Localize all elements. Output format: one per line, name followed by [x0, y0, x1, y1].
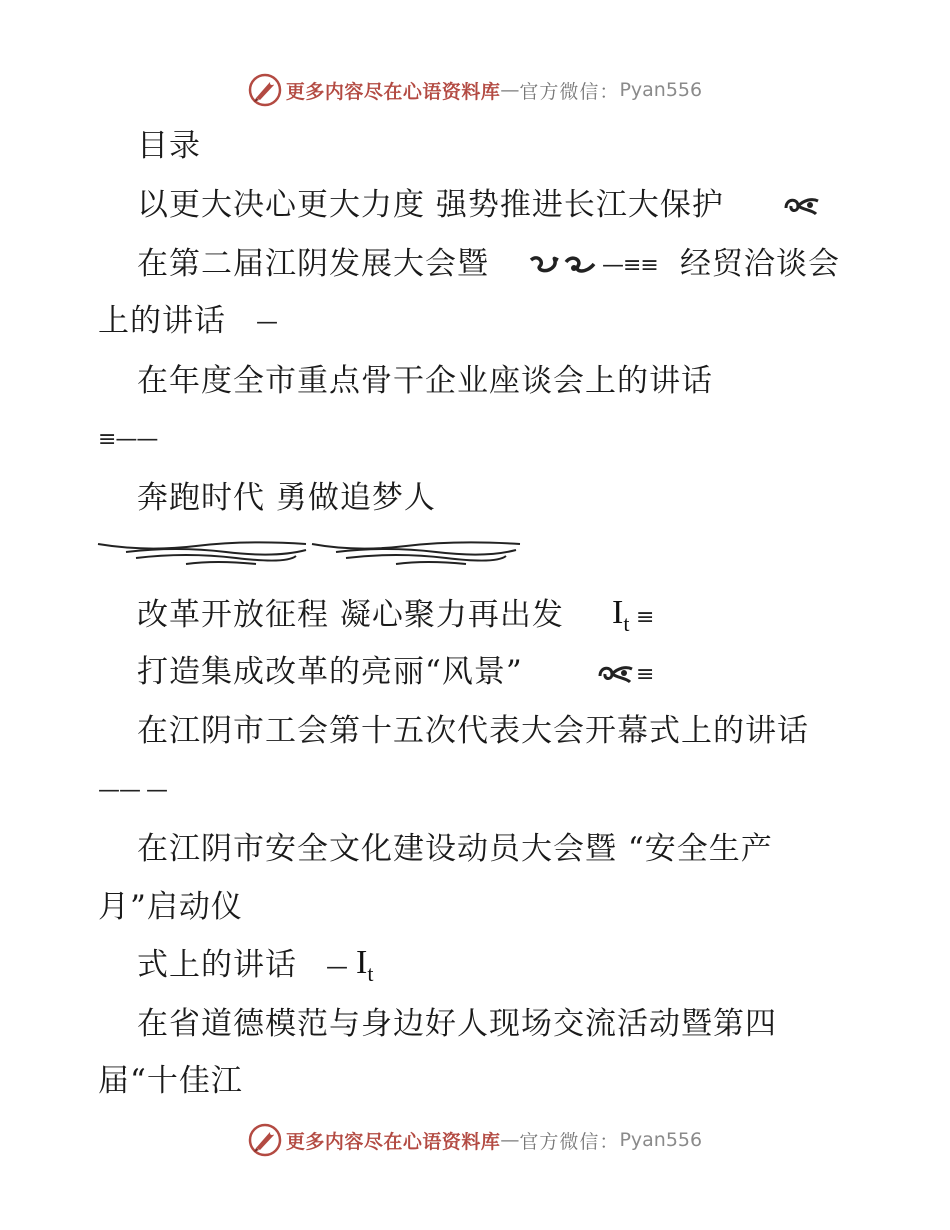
toc-entry: 月”启动仪: [98, 889, 243, 925]
dash-mark: —: [326, 955, 347, 980]
banner-label: 官方微信：: [519, 1130, 620, 1153]
toc-entry: 在省道德模范与身边好人现场交流活动暨第四: [137, 1006, 777, 1042]
dash-mark: ≡——: [98, 427, 158, 452]
flourish-ornament-icon: [782, 192, 822, 218]
flourish-ornament-icon: [528, 252, 600, 278]
toc-entry: 届“十佳江: [98, 1063, 243, 1099]
banner-label: 官方微信：: [519, 80, 620, 103]
dash-mark: —— —: [98, 778, 167, 803]
dash-mark: —≡≡: [602, 253, 658, 278]
pen-logo-icon: [248, 1123, 282, 1157]
pen-logo-icon: [248, 73, 282, 107]
dash-mark: ≡: [636, 605, 654, 630]
toc-title: 目录: [137, 128, 201, 164]
toc-entry: 式上的讲话: [137, 947, 297, 983]
toc-entry: 在江阴市安全文化建设动员大会暨 “安全生产: [137, 831, 773, 867]
header-banner: [0, 70, 950, 110]
banner-main-text: 更多内容尽在心语资料库: [285, 80, 501, 103]
toc-entry: 在第二届江阴发展大会暨: [137, 246, 489, 282]
wave-divider-icon: [96, 538, 526, 570]
banner-wechat-id: Pyan556: [619, 79, 703, 101]
letter-mark: $I_t$: [612, 594, 630, 636]
footer-banner: [0, 1120, 950, 1160]
flourish-ornament-icon: [596, 662, 636, 686]
toc-entry: 奔跑时代 勇做追梦人: [137, 480, 436, 516]
toc-entry: 以更大决心更大力度 强势推进长江大保护: [137, 187, 724, 223]
dash-mark: ≡: [636, 662, 654, 687]
letter-mark: $I_t$: [356, 944, 374, 986]
toc-entry: 打造集成改革的亮丽“风景”: [137, 654, 523, 690]
toc-entry: 改革开放征程 凝心聚力再出发: [137, 597, 564, 633]
toc-entry: 在江阴市工会第十五次代表大会开幕式上的讲话: [137, 713, 809, 749]
banner-main-text: 更多内容尽在心语资料库: [285, 1130, 501, 1153]
toc-entry: 经贸洽谈会: [680, 246, 840, 282]
banner-separator: —: [500, 79, 520, 101]
toc-entry: 在年度全市重点骨干企业座谈会上的讲话: [137, 363, 713, 399]
toc-entry: 上的讲话: [98, 303, 226, 339]
banner-wechat-id: Pyan556: [619, 1129, 703, 1151]
dash-mark: —: [256, 310, 277, 335]
banner-separator: —: [500, 1129, 520, 1151]
